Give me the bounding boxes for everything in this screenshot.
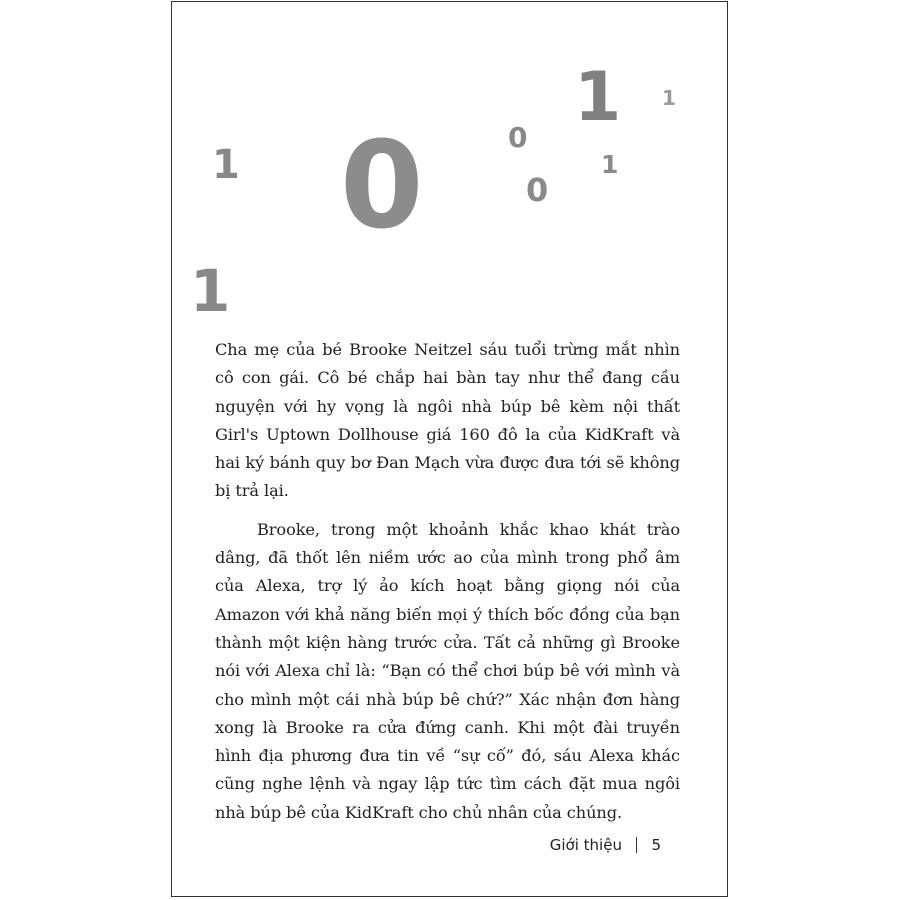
book-page <box>171 1 728 897</box>
decorative-digit-1-small-mid: 1 <box>601 150 619 179</box>
decorative-digit-1-large: 1 <box>574 58 622 137</box>
paragraph-1: Cha mẹ của bé Brooke Neitzel sáu tuổi trừng mắt nhìn cô con gái. Cô bé chắp hai bàn tay như thể đang cầu nguyện với hy vọng là ngôi nhà búp bê kèm nội thất Girl's Uptown Dollhouse giá 160 đô la của KidKraft và hai ký bánh quy bơ Đan Mạch vừa được đưa tới sẽ không bị trả lại. <box>215 340 680 501</box>
decorative-digit-0-large: 0 <box>340 117 424 256</box>
decorative-digit-0-small: 0 <box>508 121 528 154</box>
decorative-digit-1-small: 1 <box>662 86 676 110</box>
page-footer <box>550 836 661 854</box>
body-text <box>215 336 680 837</box>
decorative-digit-0-small-low: 0 <box>526 171 549 209</box>
paragraph-2: Brooke, trong một khoảnh khắc khao khát trào dâng, đã thốt lên niềm ước ao của mình trong phổ âm của Alexa, trợ lý ảo kích hoạt bằng giọng nói của Amazon với khả năng biến mọi ý thích bốc đồng của bạn thành một kiện hàng trước cửa. Tất cả những gì Brooke nói với Alexa chỉ là: “Bạn có thể chơi búp bê với mình và cho mình một cái nhà búp bê chứ?” Xác nhận đơn hàng xong là Brooke ra cửa đứng canh. Khi một đài truyền hình địa phương đưa tin về “sự cố” đó, sáu Alexa khác cũng nghe lệnh và ngay lập tức tìm cách đặt mua ngôi nhà búp bê của KidKraft cho chủ nhân của chúng. <box>215 519 680 822</box>
decorative-digit-1-bottom-left: 1 <box>190 257 231 325</box>
page-number: 5 <box>651 836 661 854</box>
decorative-digit-1-left: 1 <box>212 142 240 188</box>
footer-separator <box>636 837 638 853</box>
section-title: Giới thiệu <box>549 836 622 854</box>
